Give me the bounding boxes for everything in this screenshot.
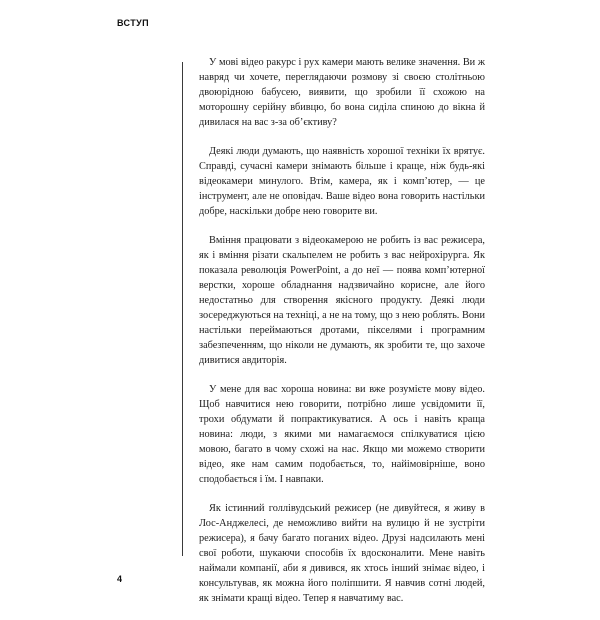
paragraph: Як істинний голлівудський режисер (не дивуйтеся, я живу в Лос-Анджелесі, де неможливо вийти на вулицю й не зустріти режисера), я бачу багато поганих відео. Друзі надсилають мені свої роботи, шукаючи способів їх вдосконалити. Мене навіть наймали компанії, аби я дивився, як хтось інший знімає відео, і консультував, як можна його поліпшити. Я навчив сотні людей, як знімати кращі відео. Тепер я навчатиму вас. xyxy=(199,503,485,604)
paragraph: Вміння працювати з відеокамерою не робить із вас режисера, як і вміння різати скальпелем не робить з вас нейрохірурга. Як показала революція PowerPoint, а до неї — поява комп’ютерної верстки, хороше обладнання надзвичайно корисне, але його недостатньо для створення якісного продукту. Деякі люди зосереджуються на техніці, а не на тому, що з нею роблять. Вони настільки переймаються дротами, пікселями і програмним забезпеченням, що ніколи не думають, як зробити те, що захоче дивитися авдиторія. xyxy=(199,235,485,366)
page-number: 4 xyxy=(117,574,123,584)
margin-divider-line xyxy=(182,62,183,556)
paragraph: У мене для вас хороша новина: ви вже розумієте мову відео. Щоб навчитися нею говорити, потрібно лише усвідомити її, трохи обдумати й попрактикуватися. А ось і навіть краща новина: люди, з якими ми намагаємося спілкуватися цією мовою, багато в чому схожі на нас. Якщо ми можемо створити відео, яке нам самим подобається, то, найімовірніше, воно сподобається і їм. І навпаки. xyxy=(199,384,485,485)
chapter-title: ВСТУП xyxy=(117,18,149,28)
body-text xyxy=(199,55,485,620)
paragraph: У мові відео ракурс і рух камери мають велике значення. Ви ж навряд чи хочете, переглядаючи розмову зі своєю столітньою двоюрідною бабусею, виявити, що зробили її схожою на моторошну серійну вбивцю, бо вона сиділа спиною до вікна й дивилася на вас з-за об’єктиву? xyxy=(199,57,485,128)
paragraph: Деякі люди думають, що наявність хорошої техніки їх врятує. Справді, сучасні камери знімають більше і краще, ніж будь-які відеокамери минулого. Втім, камера, як і комп’ютер, — це інструмент, але не оповідач. Ваше відео вона говорить настільки добре, наскільки добре нею говорите ви. xyxy=(199,146,485,217)
